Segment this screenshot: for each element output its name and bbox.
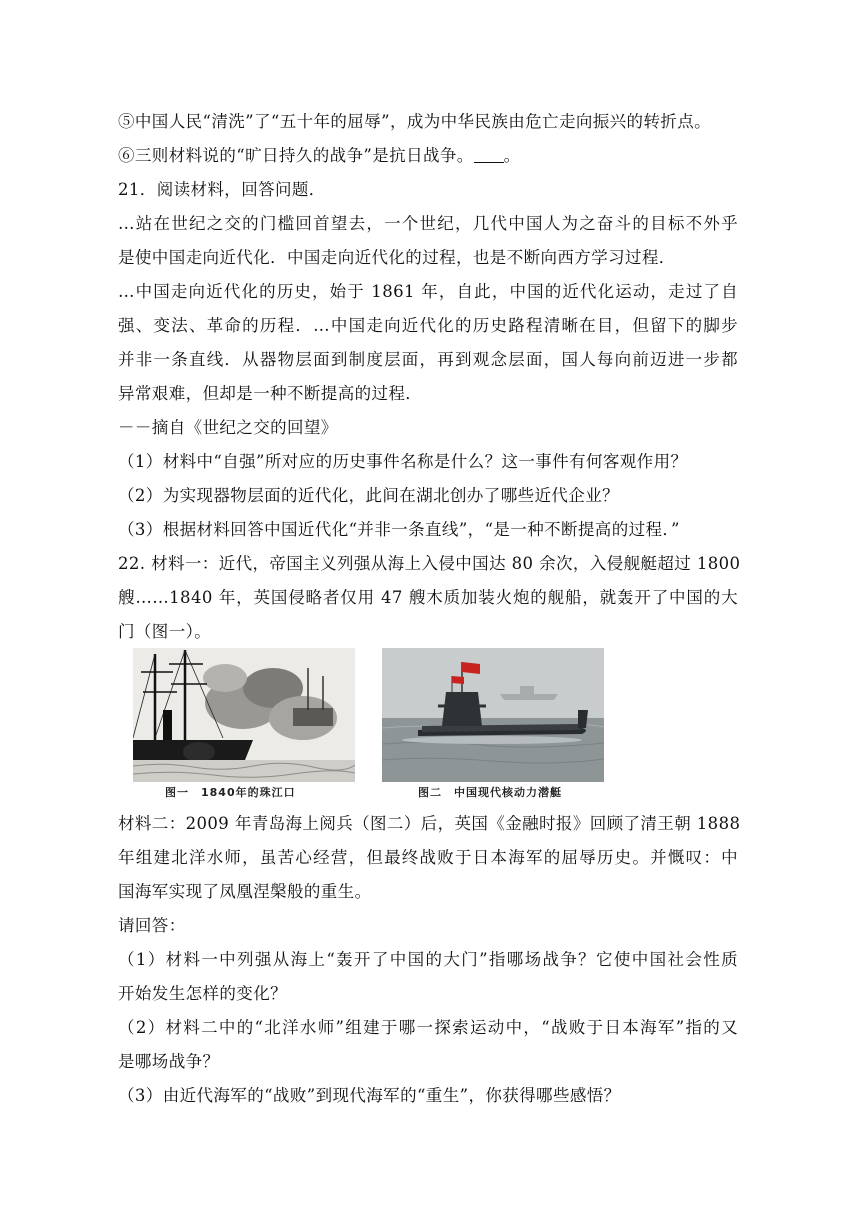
question-22-1a: （1）材料一中列强从海上“轰开了中国的大门”指哪场战争？它使中国社会性质 [118,950,738,969]
ship-illustration [133,648,355,782]
material-text-1: …站在世纪之交的门槛回首望去，一个世纪，几代中国人为之奋斗的目标不外乎 [118,214,738,233]
material-text-5: 并非一条直线．从器物层面到制度层面，再到观念层面，国人每向前迈进一步都 [118,350,738,369]
figure-2-image [382,648,604,804]
question-22-2a: （2）材料二中的“北洋水师”组建于哪一探索运动中，“战败于日本海军”指的又 [118,1018,738,1037]
question-22-material-2b: 年组建北洋水师，虽苦心经营，但最终战败于日本海军的屈辱历史。并慨叹：中 [118,848,738,867]
question-22-material-2a: 材料二：2009 年青岛海上阅兵（图二）后，英国《金融时报》回顾了清王朝 1888 [118,814,741,833]
question-21-3: （3）根据材料回答中国近代化“并非一条直线”，“是一种不断提高的过程．” [118,520,680,539]
answer-blank[interactable] [474,148,504,163]
question-21-title: 21．阅读材料，回答问题． [118,180,326,199]
figure-2-caption: 图二 中国现代核动力潜艇 [382,782,604,804]
question-22-1b: 开始发生怎样的变化？ [118,984,287,1003]
material-text-2: 是使中国走向近代化．中国走向近代化的过程，也是不断向西方学习过程． [118,248,676,267]
figure-1-image [133,648,355,804]
text-line-2 [118,146,738,166]
material-text-6: 异常艰难，但却是一种不断提高的过程． [118,384,423,403]
question-22-material-1b: 艘……1840 年，英国侵略者仅用 47 艘木质加装火炮的舰船，就轰开了中国的大 [118,588,738,607]
question-21-1: （1）材料中“自强”所对应的历史事件名称是什么？这一事件有何客观作用？ [118,452,688,471]
question-22-2b: 是哪场战争？ [118,1052,220,1071]
question-22-material-1c: 门（图一）。 [118,622,212,641]
material-source: －－摘自《世纪之交的回望》 [118,418,338,437]
statement-end: 。 [503,146,521,165]
question-22-material-1a: 22. 材料一：近代，帝国主义列强从海上入侵中国达 80 余次，入侵舰艇超过 1800 [118,554,741,573]
material-text-4: 强、变法、革命的历程．…中国走向近代化的历史路程清晰在目，但留下的脚步 [118,316,738,335]
submarine-photo [382,648,604,782]
statement-text: ⑥三则材料说的“旷日持久的战争”是抗日战争。 [118,146,474,165]
question-22-3: （3）由近代海军的“战败”到现代海军的“重生”，你获得哪些感悟？ [118,1086,621,1105]
question-22-material-2c: 国海军实现了凤凰涅槃般的重生。 [118,882,372,901]
question-21-2: （2）为实现器物层面的近代化，此间在湖北创办了哪些近代企业？ [118,486,619,505]
question-22-prompt: 请回答： [118,916,186,935]
text-line-1: ⑤中国人民“清洗”了“五十年的屈辱”，成为中华民族由危亡走向振兴的转折点。 [118,112,712,131]
material-text-3: …中国走向近代化的历史，始于 1861 年，自此，中国的近代化运动，走过了自 [118,282,738,301]
figure-1-caption: 图一 1840年的珠江口 [133,782,355,804]
